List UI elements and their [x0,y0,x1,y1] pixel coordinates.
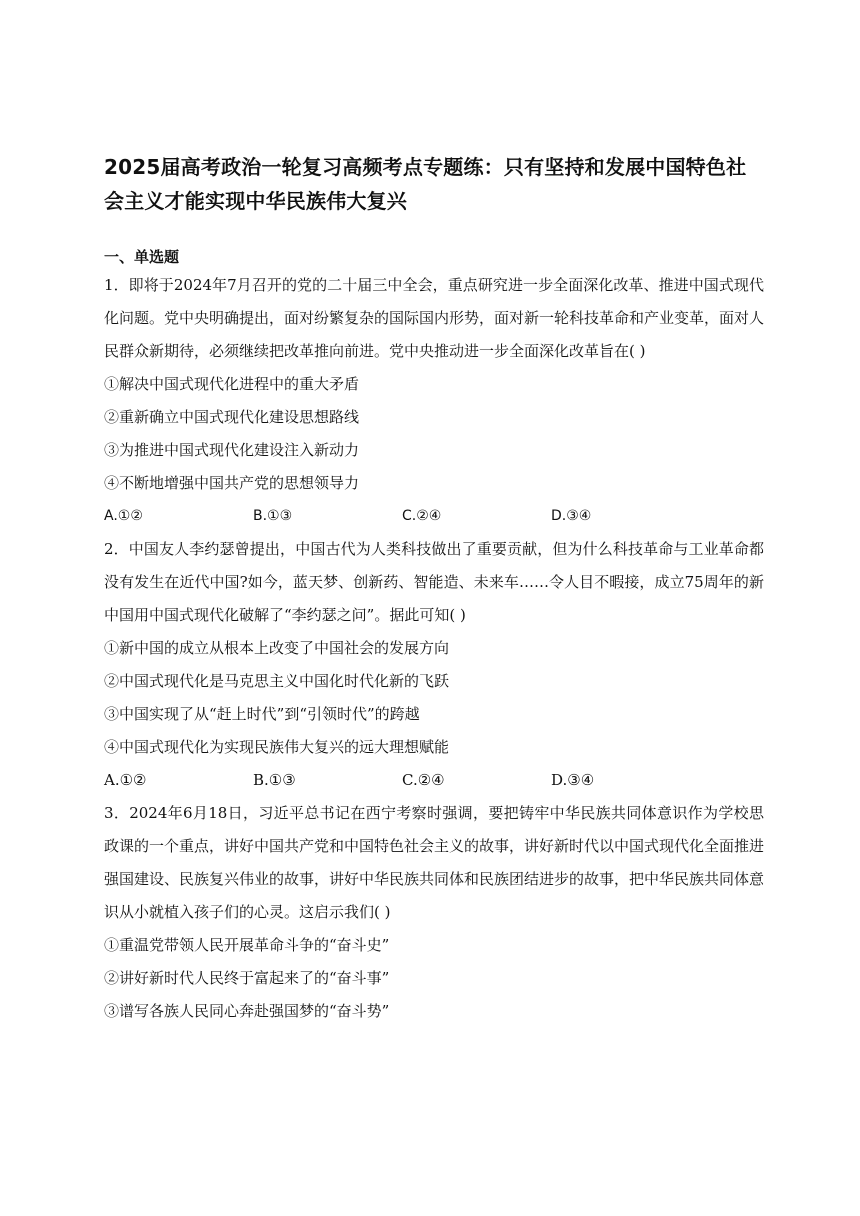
page-title: 2025届高考政治一轮复习高频考点专题练：只有坚持和发展中国特色社会主义才能实现中华民族伟大复兴 [104,155,747,213]
statement-option: ④不断地增强中国共产党的思想领导力 [104,474,360,492]
question-1 [104,269,764,533]
answer-choice-b: B.①③ [253,508,293,524]
question-stem: 1．即将于2024年7月召开的党的二十届三中全会，重点研究进一步全面深化改革、推进中国式现代化问题。党中央明确提出，面对纷繁复杂的国际国内形势，面对新一轮科技革命和产业变革，面对人民群众新期待，必须继续把改革推向前进。党中央推动进一步全面深化改革旨在( ) [104,276,765,360]
answer-choice-d: D.③④ [551,508,592,524]
answer-choice-c: C.②④ [402,771,445,789]
answer-choice-b: B.①③ [253,771,296,789]
statement-option: ④中国式现代化为实现民族伟大复兴的远大理想赋能 [104,738,450,756]
question-stem: 2．中国友人李约瑟曾提出，中国古代为人类科技做出了重要贡献，但为什么科技革命与工业革命都没有发生在近代中国?如今，蓝天梦、创新药、智能造、未来车……令人目不暇接，成立75周年的新中国用中国式现代化破解了“李约瑟之问”。据此可知( ) [104,540,764,624]
statement-option: ②中国式现代化是马克思主义中国化时代化新的飞跃 [104,672,450,690]
question-stem: 3．2024年6月18日，习近平总书记在西宁考察时强调，要把铸牢中华民族共同体意识作为学校思政课的一个重点，讲好中国共产党和中国特色社会主义的故事，讲好新时代以中国式现代化全面推进强国建设、民族复兴伟业的故事，讲好中华民族共同体和民族团结进步的故事，把中华民族共同体意识从小就植入孩子们的心灵。这启示我们( ) [104,804,765,921]
answer-choice-c: C.②④ [402,508,442,524]
document-content [104,150,764,1028]
statement-option: ①解决中国式现代化进程中的重大矛盾 [104,375,360,393]
answer-choice-a: A.①② [104,771,147,789]
statement-option: ③中国实现了从“赶上时代”到“引领时代”的跨越 [104,705,420,723]
answer-choice-a: A.①② [104,508,143,524]
statement-option: ②讲好新时代人民终于富起来了的“奋斗事” [104,969,390,987]
answer-choice-d: D.③④ [551,771,595,789]
question-2 [104,533,764,797]
statement-option: ②重新确立中国式现代化建设思想路线 [104,408,360,426]
statement-option: ①新中国的成立从根本上改变了中国社会的发展方向 [104,639,450,657]
statement-option: ③为推进中国式现代化建设注入新动力 [104,441,360,459]
section-heading: 一、单选题 [104,248,180,266]
question-3 [104,797,764,1028]
statement-option: ③谱写各族人民同心奔赴强国梦的“奋斗势” [104,1002,390,1020]
answer-choices [104,500,764,533]
statement-option: ①重温党带领人民开展革命斗争的“奋斗史” [104,936,390,954]
answer-choices [104,764,764,797]
